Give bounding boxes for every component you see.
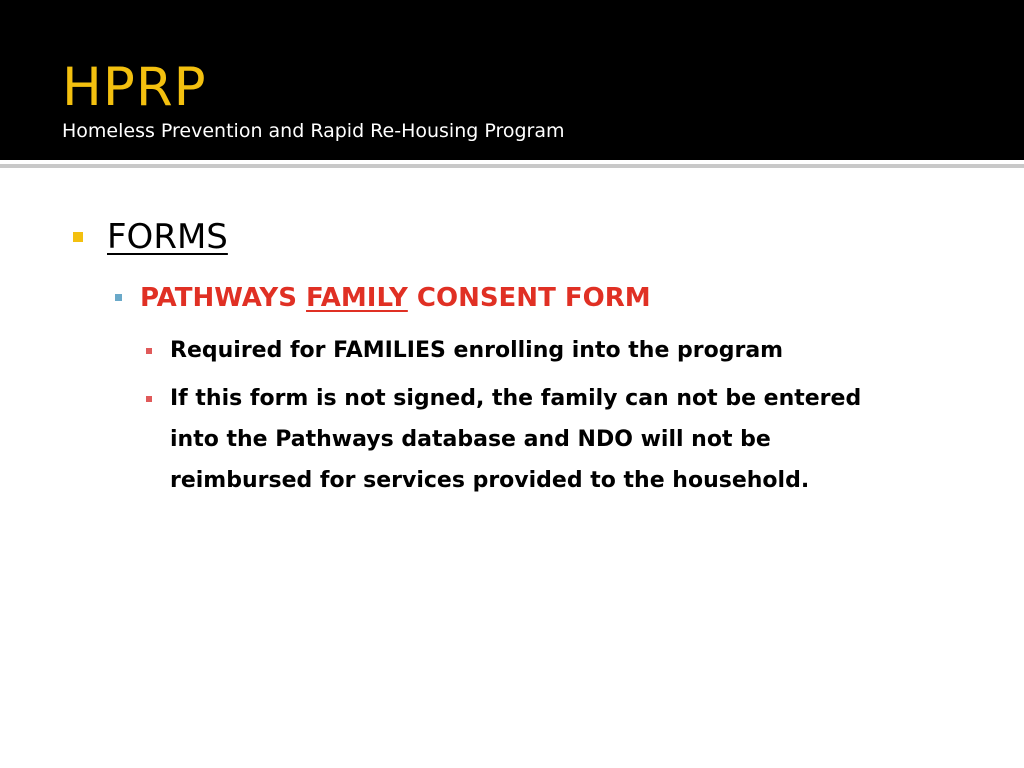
header-divider (0, 164, 1024, 168)
bullet-consent-form-title (140, 278, 651, 318)
square-bullet-icon (146, 396, 152, 402)
bullet-line: into the Pathways database and NDO will not be (170, 427, 771, 452)
square-bullet-icon (115, 294, 122, 301)
square-bullet-icon (146, 348, 152, 354)
consent-form-family-underlined: FAMILY (306, 283, 408, 313)
bullet-line: reimbursed for services provided to the household. (170, 468, 810, 493)
bullet-if-not-signed (170, 378, 861, 501)
consent-form-prefix: PATHWAYS (140, 283, 307, 313)
consent-form-suffix: CONSENT FORM (407, 283, 651, 313)
slide-subtitle: Homeless Prevention and Rapid Re-Housing Program (62, 120, 565, 142)
bullet-forms: FORMS (107, 217, 228, 257)
slide-title: HPRP (62, 57, 207, 118)
square-bullet-icon (73, 232, 83, 242)
bullet-line: If this form is not signed, the family can not be entered (170, 386, 862, 411)
bullet-required-for-families: Required for FAMILIES enrolling into the program (170, 338, 784, 363)
